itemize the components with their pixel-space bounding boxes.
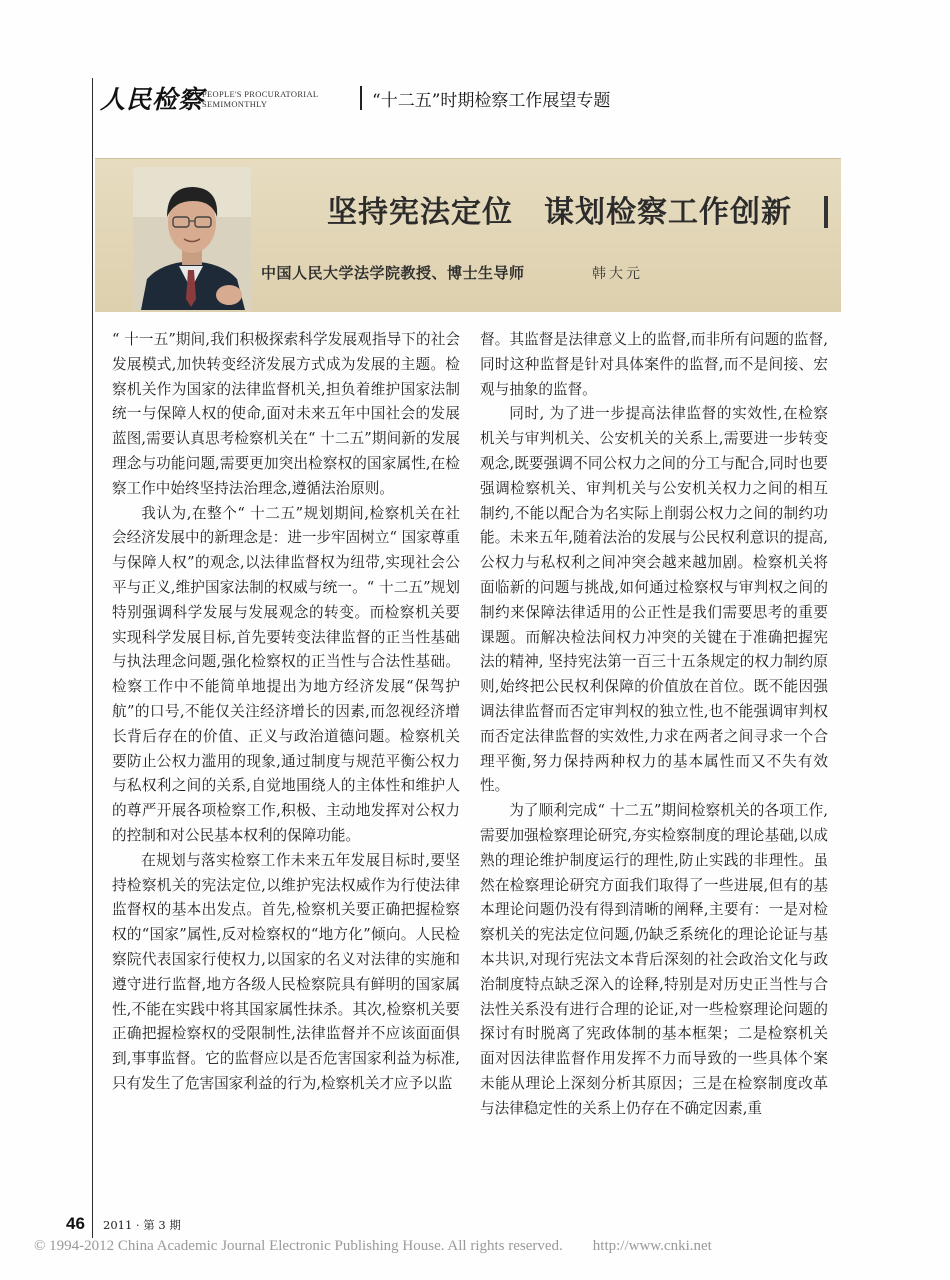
right-column bbox=[480, 328, 828, 1122]
header-divider bbox=[360, 86, 362, 110]
title-accent-bar bbox=[824, 196, 828, 228]
title-banner bbox=[95, 158, 841, 312]
journal-english-line-1: PEOPLE'S PROCURATORIAL bbox=[202, 89, 319, 99]
column-topic: “十二五”时期检察工作展望专题 bbox=[372, 91, 611, 111]
paragraph: 同时, 为了进一步提高法律监督的实效性,在检察机关与审判机关、公安机关的关系上,需要进一步转变观念,既要强调不同公权力之间的分工与配合,同时也要强调检察机关、审判机关与公安机关权力之间的相互制约,不能以配合为名实际上削弱公权力之间的制约功能。未来五年,随着法治的发展与公民权利意识的提高,公权力与私权利之间冲突会越来越加剧。检察机关将面临新的问题与挑战,如何通过检察权与审判权之间的制约来保障法律适用的公正性是我们需要思考的重要课题。而解决检法间权力冲突的关键在于准确把握宪法的精神, 坚持宪法第一百三十五条规定的权力制约原则,始终把公民权利保障的价值放在首位。既不能因强调法律监督而否定审判权的独立性,也不能强调审判权而否定法律监督的实效性,力求在两者之间寻求一个合理平衡,努力保持两种权力的基本属性而又不失有效性。 bbox=[480, 405, 828, 795]
journal-logo: 人民检察 bbox=[100, 85, 205, 114]
portrait-illustration bbox=[133, 167, 251, 310]
page-number: 46 bbox=[66, 1214, 85, 1233]
left-column bbox=[112, 328, 460, 1097]
author-affiliation: 中国人民大学法学院教授、博士生导师 bbox=[261, 264, 525, 282]
issue-label: 2011 · 第 3 期 bbox=[103, 1218, 181, 1232]
journal-english-name bbox=[202, 89, 318, 109]
paragraph: “ 十一五”期间,我们积极探索科学发展观指导下的社会发展模式,加快转变经济发展方式成为发展的主题。检察机关作为国家的法律监督机关,担负着维护国家法制统一与保障人权的使命,面对未来五年中国社会的发展蓝图,需要认真思考检察机关在“ 十二五”期间新的发展理念与功能问题,需要更加突出检察权的国家属性,在检察工作中始终坚持法治理念,遵循法治原则。 bbox=[112, 331, 460, 497]
paragraph: 在规划与落实检察工作未来五年发展目标时,要坚持检察机关的宪法定位,以维护宪法权威作为行使法律监督权的基本出发点。首先,检察机关要正确把握检察权的“国家”属性,反对检察权的“地方化”倾向。人民检察院代表国家行使权力,以国家的名义对法律的实施和遵守进行监督,地方各级人民检察院具有鲜明的国家属性,不能在实践中将其国家属性抹杀。其次,检察机关要正确把握检察权的受限制性,法律监督并不应该面面俱到,事事监督。它的监督应以是否危害国家利益为标准,只有发生了危害国家利益的行为,检察机关才应予以监 bbox=[112, 851, 460, 1092]
paragraph: 我认为,在整个“ 十二五”规划期间,检察机关在社会经济发展中的新理念是：进一步牢固树立“ 国家尊重与保障人权”的观念,以法律监督权为纽带,实现社会公平与正义,维护国家法制的权威与统一。“ 十二五”规划特别强调科学发展与发展观念的转变。而检察机关要实现科学发展目标,首先要转变法律监督的正当性基础与执法理念问题,强化检察权的正当性与合法性基础。检察工作中不能简单地提出为地方经济发展“保驾护航”的口号,不能仅关注经济增长的因素,而忽视经济增长背后存在的价值、正义与政治道德问题。检察机关要防止公权力滥用的现象,通过制度与规范平衡公权力与私权利之间的关系,自觉地围绕人的主体性和维护人的尊严开展各项检察工作,积极、主动地发挥对公权力的控制和对公民基本权利的保障功能。 bbox=[112, 504, 460, 844]
paragraph: 督。其监督是法律意义上的监督,而非所有问题的监督,同时这种监督是针对具体案件的监督,而不是间接、宏观与抽象的监督。 bbox=[480, 331, 828, 398]
article-title: 坚持宪法定位 谋划检察工作创新 bbox=[327, 195, 792, 230]
journal-english-line-2: SEMIMONTHLY bbox=[202, 99, 268, 109]
paragraph: 为了顺利完成“ 十二五”期间检察机关的各项工作,需要加强检察理论研究,夯实检察制度的理论基础,以成熟的理论维护制度运行的理性,防止实践的非理性。虽然在检察理论研究方面我们取得了一些进展,但有的基本理论问题仍没有得到清晰的阐释,主要有：一是对检察机关的宪法定位问题,仍缺乏系统化的理论论证与基本共识,对现行宪法文本背后深刻的社会政治文化与政治制度特点缺乏深入的诠释,特别是对历史正当性与合法性关系没有进行合理的论证,对一些检察理论问题的探讨有时脱离了宪政体制的基本框架；二是检察机关面对因法律监督作用发挥不力而导致的一些具体个案未能从理论上深刻分析其原因；三是在检察制度改革与法律稳定性的关系上仍存在不确定因素,重 bbox=[480, 802, 828, 1117]
copyright-watermark: © 1994-2012 China Academic Journal Electronic Publishing House. All rights reserved. http://www.cnki.net bbox=[34, 1238, 712, 1254]
author-portrait bbox=[133, 167, 251, 310]
author-name: 韩大元 bbox=[592, 266, 643, 282]
margin-rule bbox=[92, 78, 93, 1238]
